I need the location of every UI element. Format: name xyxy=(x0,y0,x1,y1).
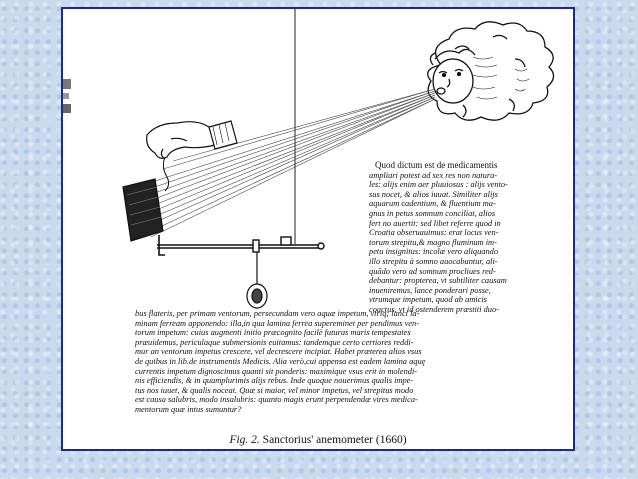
figure-caption xyxy=(63,434,573,446)
text-line: quãdo vero ad somnum procliues red- xyxy=(369,266,496,276)
text-line: præuidemus, periculaque submersionis euitamus: tandemque certo certiores reddi- xyxy=(135,337,414,347)
text-line: mentorum quæ intus sumuntur? xyxy=(135,404,242,414)
text-line: nis efficiendis, & in quamplurimis alijs rebus. Inde quoque nouerimus qualis impe- xyxy=(135,376,414,386)
text-line: bus flateris, per primam ventorum, persecundam vero aquæ impetum, vtriq; lanci la- xyxy=(135,309,420,318)
text-line: ampliari potest ad sex res non natura- xyxy=(369,170,498,180)
text-line: de quibus in lib.de instrumentis Medicis. Alia verò,cui appensa est eadem lamina aquę xyxy=(135,356,426,366)
text-line: Croatia obseruauimus: erat locus ven- xyxy=(369,228,499,238)
balance-beam xyxy=(157,237,324,252)
text-line: vtrumque impetum, quod ab amicis xyxy=(369,295,487,305)
upper-paragraph xyxy=(369,161,569,315)
text-line: illo strepitu à somno auocabantur, ali- xyxy=(369,256,498,266)
counterweight xyxy=(247,252,267,308)
caption-label: Fig. 2. xyxy=(229,434,260,446)
text-line: tus nos iuuet, & qualis noceat. Quæ si maior, vel minor impetus, vel strepitus modo xyxy=(135,385,414,395)
slide-frame xyxy=(61,7,575,451)
caption-text: Sanctorius' anemometer (1660) xyxy=(262,434,407,446)
text-line: Quod dictum est de medicamentis xyxy=(375,161,498,170)
text-line: torum impetum: cuius augmenti initio præcognito facilè futuras maris tempestates xyxy=(135,328,411,338)
scan-marks xyxy=(63,79,71,113)
hanging-cord xyxy=(163,157,168,191)
wind-face xyxy=(433,59,473,103)
iron-plate xyxy=(123,179,163,241)
text-line: aquarum cadentium, & fluentium ma- xyxy=(369,199,496,209)
wind-cloud xyxy=(428,22,554,120)
text-line: debantur: propterea, vt subtiliter causam xyxy=(369,276,507,286)
lower-paragraph xyxy=(135,309,561,415)
text-line: currentis impetum dignoscimus quanti sit ponderis: maximique vsus erit in molendi- xyxy=(135,366,418,376)
text-line: minam ferream apponendo: illa,in qua lamina ferrea supereminet per pendimus ven- xyxy=(135,318,420,328)
text-line: les: alijs enim aer pluuiosus : alijs vento- xyxy=(369,180,508,190)
text-line: petu insignitus: incolæ vero aliquando xyxy=(369,247,499,257)
text-line: sus nocet, & alios iuuat. Similiter alijs xyxy=(369,189,498,199)
text-line: fert no auertit: sed libet referre quod in xyxy=(369,218,501,228)
text-line: est causa salubris, modo insalubris: quanto magis erunt perpendendæ vires medica- xyxy=(135,395,418,405)
text-line: gnus in petus somnum conciliat, alios xyxy=(369,208,496,218)
text-line: torum strepitu,& magno fluminum im- xyxy=(369,237,497,247)
text-line: mur an ventorum impetus crescere, vel decrescere incipiat. Habet præterea alios vsus xyxy=(135,347,422,357)
text-line: coactus, vt id ostenderem præstiti duo- xyxy=(369,304,499,314)
text-line: inueniremus, lance ponderari posse, xyxy=(369,285,491,295)
hand xyxy=(147,121,237,159)
